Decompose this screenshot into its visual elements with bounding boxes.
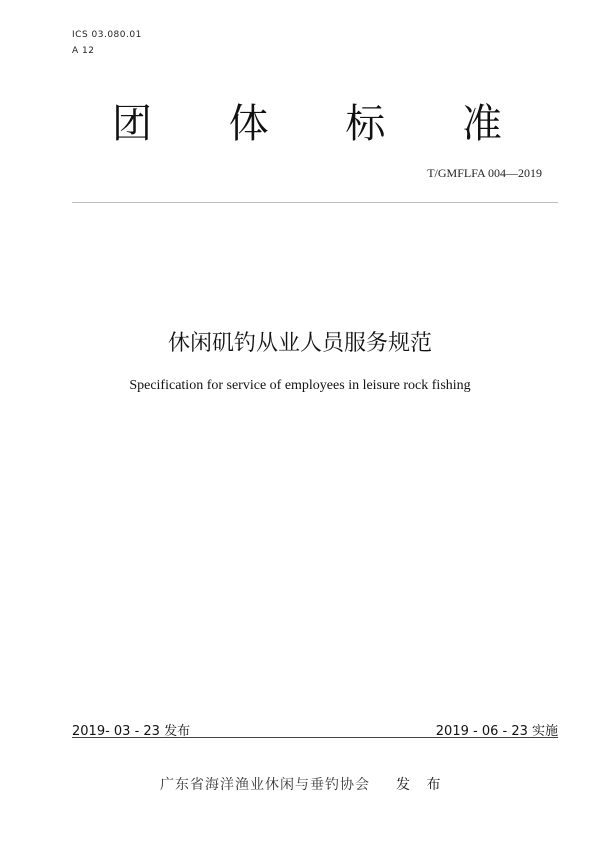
header-divider [72, 202, 558, 203]
publisher-action: 发 布 [396, 777, 447, 793]
ccs-code: A 12 [72, 46, 95, 56]
document-title-cn: 休闲矶钓从业人员服务规范 [167, 331, 432, 356]
header-title-char: 标 [345, 101, 386, 147]
ics-code: ICS 03.080.01 [72, 30, 142, 40]
header-title-char: 准 [461, 101, 502, 147]
standard-number: T/GMFLFA 004—2019 [427, 166, 542, 180]
publisher-line [160, 774, 446, 794]
header-title [112, 92, 502, 149]
publisher-organization: 广东省海洋渔业休闲与垂钓协会 [160, 777, 370, 793]
issue-date: 2019- 03 - 23 发布 [72, 724, 191, 739]
implementation-date: 2019 - 06 - 23 实施 [435, 724, 558, 739]
header-title-char: 体 [228, 101, 269, 147]
document-title-en: Specification for service of employees in leisure rock fishing [129, 378, 471, 393]
header-title-char: 团 [112, 101, 152, 147]
footer-divider [72, 737, 558, 738]
